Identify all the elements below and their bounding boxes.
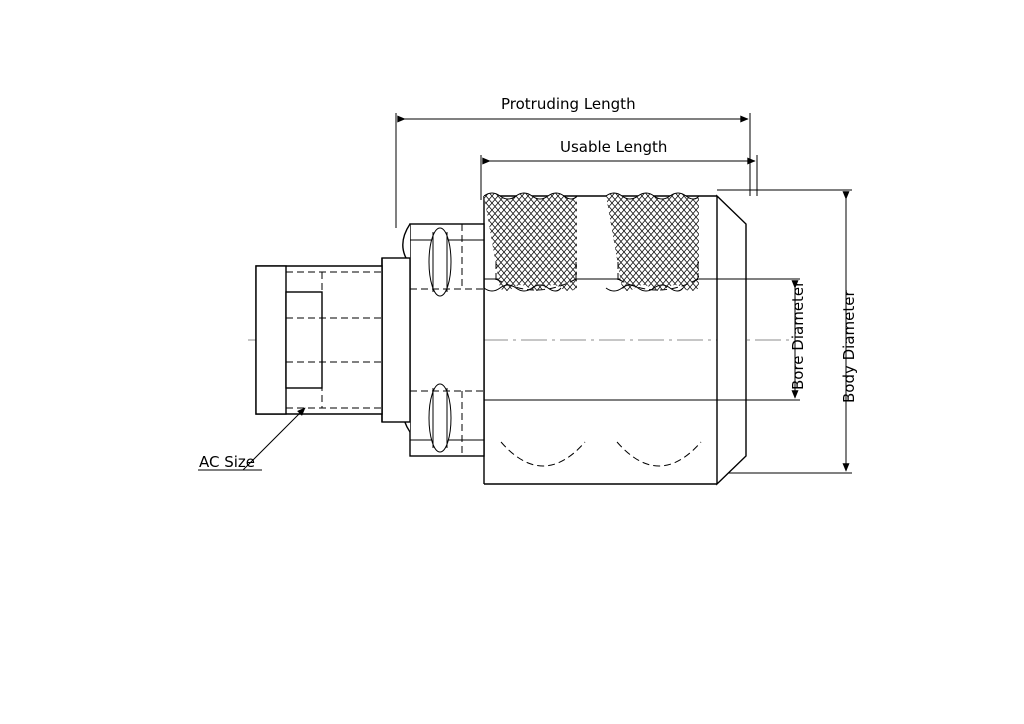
label-bore-diameter: Bore Diameter bbox=[789, 280, 807, 390]
shank-taper bbox=[256, 266, 382, 414]
shank-flange bbox=[382, 258, 410, 422]
label-usable-length: Usable Length bbox=[560, 138, 668, 156]
label-body-diameter: Body Diameter bbox=[840, 290, 858, 403]
label-ac-size: AC Size bbox=[199, 453, 256, 471]
hidden-slot-bottom bbox=[501, 442, 701, 466]
label-protruding-length: Protruding Length bbox=[501, 95, 636, 113]
